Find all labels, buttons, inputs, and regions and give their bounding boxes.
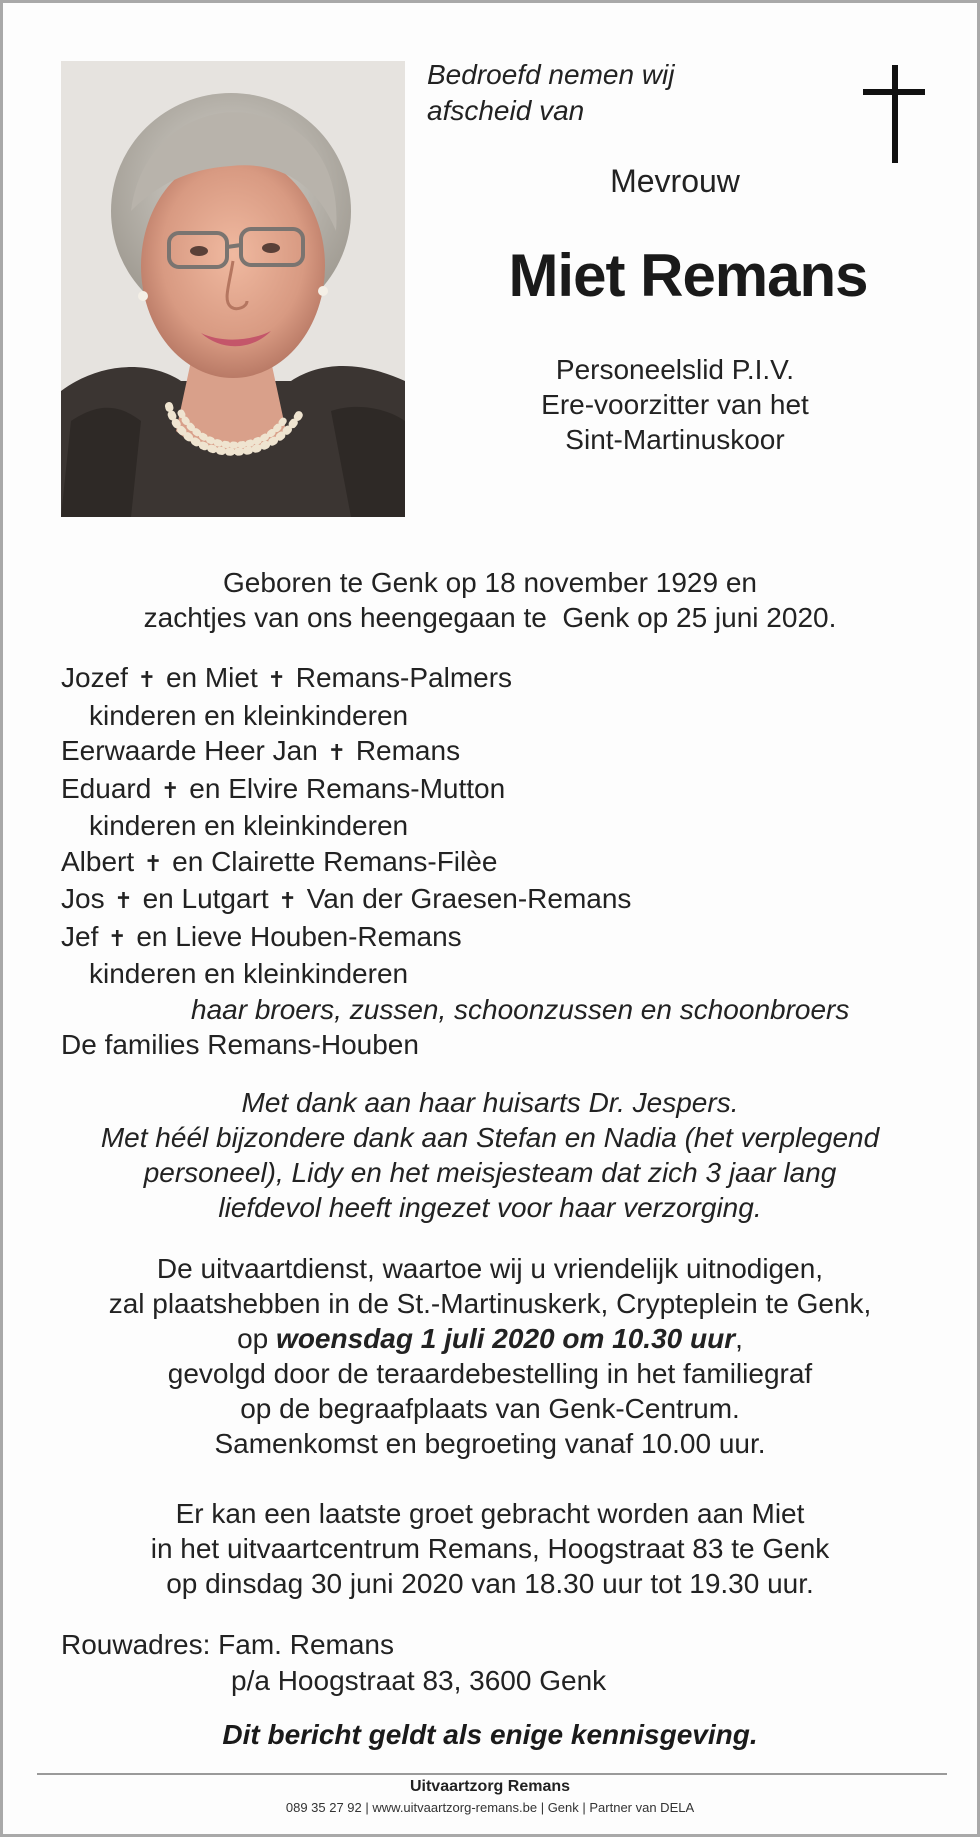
service-line-5: op de begraafplaats van Genk-Centrum. — [240, 1393, 740, 1424]
visit-line-1: Er kan een laatste groet gebracht worden aan Miet — [175, 1498, 805, 1529]
family-line-10: haar broers, zussen, schoonzussen en schoonbroers — [191, 993, 850, 1025]
family-line-8: Jef ✝ en Lieve Houben-Remans — [61, 920, 462, 952]
address-line-2: p/a Hoogstraat 83, 3600 Genk — [231, 1665, 607, 1696]
thanks-line-4: liefdevol heeft ingezet voor haar verzorging. — [218, 1192, 762, 1223]
service-line-4: gevolgd door de teraardebestelling in het familiegraf — [167, 1358, 813, 1389]
thanks-block — [3, 1085, 977, 1225]
honorific: Mevrouw — [610, 163, 740, 199]
family-line-3: Eerwaarde Heer Jan ✝ Remans — [61, 735, 461, 766]
visit-line-2: in het uitvaartcentrum Remans, Hoogstraat 83 te Genk — [150, 1533, 830, 1564]
family-line-9: kinderen en kleinkinderen — [89, 958, 409, 989]
intro-line-1: Bedroefd nemen wij — [427, 59, 675, 90]
footer-info: 089 35 27 92 | www.uitvaartzorg-remans.be | Genk | Partner van DELA — [285, 1800, 695, 1815]
roles-block — [3, 352, 980, 457]
birth-death-block — [3, 565, 977, 635]
intro-line-2: afscheid van — [427, 95, 585, 126]
family-line-6: Albert ✝ en Clairette Remans-Filèe — [61, 845, 498, 877]
service-date-time: woensdag 1 juli 2020 om 10.30 uur — [276, 1323, 736, 1354]
service-line-6: Samenkomst en begroeting vanaf 10.00 uur. — [214, 1428, 766, 1459]
thanks-line-1: Met dank aan haar huisarts Dr. Jespers. — [241, 1087, 739, 1118]
family-line-1: Jozef ✝ en Miet ✝ Remans-Palmers — [61, 662, 513, 693]
family-line-4: Eduard ✝ en Elvire Remans-Mutton — [61, 772, 506, 804]
thanks-line-3: personeel), Lidy en het meisjesteam dat zich 3 jaar lang — [143, 1157, 837, 1188]
service-block — [3, 1251, 977, 1461]
small-cross-icon: ✝ — [161, 777, 180, 803]
role-line-3: Sint-Martinuskoor — [565, 424, 785, 455]
footer-company: Uitvaartzorg Remans — [409, 1778, 571, 1795]
visitation-block — [3, 1496, 977, 1601]
family-line-5: kinderen en kleinkinderen — [89, 810, 409, 841]
notice-text: Dit bericht geldt als enige kennisgeving. — [222, 1719, 758, 1750]
service-line-1: De uitvaartdienst, waartoe wij u vriendelijk uitnodigen, — [156, 1253, 824, 1284]
mourning-address — [61, 1627, 606, 1699]
address-line-1: Rouwadres: Fam. Remans — [61, 1629, 395, 1660]
intro-text — [427, 57, 674, 129]
visit-line-3: op dinsdag 30 juni 2020 van 18.30 uur tot 19.30 uur. — [166, 1568, 814, 1599]
small-cross-icon: ✝ — [267, 667, 286, 692]
family-line-7: Jos ✝ en Lutgart ✝ Van der Graesen-Remans — [61, 883, 632, 914]
footer-divider — [37, 1773, 947, 1775]
small-cross-icon: ✝ — [108, 925, 127, 951]
role-line-1: Personeelslid P.I.V. — [555, 354, 795, 385]
small-cross-icon: ✝ — [278, 888, 297, 913]
thanks-line-2: Met héél bijzondere dank aan Stefan en Nadia (het verplegend — [100, 1122, 880, 1153]
birth-line-1: Geboren te Genk op 18 november 1929 en — [223, 567, 757, 598]
small-cross-icon: ✝ — [327, 740, 347, 765]
small-cross-icon: ✝ — [143, 850, 163, 876]
service-line-2: zal plaatshebben in de St.-Martinuskerk, Crypteplein te Genk, — [108, 1288, 872, 1319]
deceased-name: Miet Remans — [508, 242, 868, 309]
family-line-2: kinderen en kleinkinderen — [89, 699, 409, 731]
family-list — [61, 660, 941, 1063]
birth-line-2: zachtjes van ons heengegaan te Genk op 25 juni 2020. — [143, 602, 837, 633]
latin-cross-icon — [863, 65, 929, 163]
service-line-3: op woensdag 1 juli 2020 om 10.30 uur, — [237, 1323, 743, 1354]
small-cross-icon: ✝ — [114, 888, 133, 913]
small-cross-icon: ✝ — [137, 667, 157, 692]
family-line-11: De families Remans-Houben — [61, 1029, 419, 1060]
role-line-2: Ere-voorzitter van het — [541, 389, 809, 420]
